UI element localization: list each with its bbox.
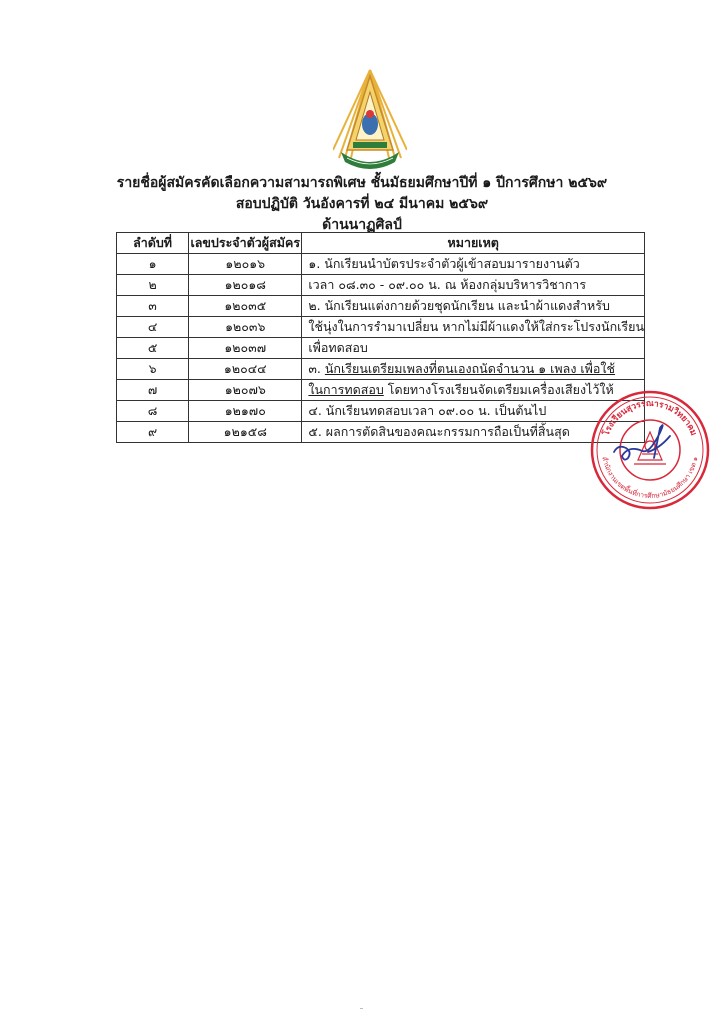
applicant-id-cell: ๑๒๑๗๐ xyxy=(189,401,302,422)
table-row xyxy=(117,338,645,359)
applicant-id-cell: ๑๒๐๑๘ xyxy=(189,275,302,296)
table-header-row xyxy=(117,233,645,254)
remark-suffix: โดยทางโรงเรียนจัดเตรียมเครื่องเสียงไว้ให้ xyxy=(383,382,614,397)
stamp-bottom-text: สำนักงานเขตพื้นที่การศึกษามัธยมศึกษา เขต ๑ xyxy=(600,455,700,501)
applicant-id-cell: ๑๒๐๗๖ xyxy=(189,380,302,401)
order-cell: ๔ xyxy=(117,317,189,338)
table-row xyxy=(117,380,645,401)
table-row xyxy=(117,275,645,296)
remark-cell: ๕. ผลการตัดสินของคณะกรรมการถือเป็นที่สิ้นสุด xyxy=(302,422,645,443)
exam-category: ด้านนาฏศิลป์ xyxy=(322,217,402,233)
page-mark xyxy=(360,1008,363,1009)
remark-underlined: นักเรียนเตรียมเพลงที่ตนเองถนัดจำนวน ๑ เพลง เพื่อใช้ xyxy=(324,361,616,376)
order-cell: ๘ xyxy=(117,401,189,422)
applicant-table xyxy=(116,232,645,443)
remark-cell xyxy=(302,359,645,380)
order-cell: ๑ xyxy=(117,254,189,275)
order-cell: ๖ xyxy=(117,359,189,380)
document-title: รายชื่อผู้สมัครคัดเลือกความสามารถพิเศษ ชั้นมัธยมศึกษาปีที่ ๑ ปีการศึกษา ๒๕๖๙ xyxy=(116,175,608,191)
applicant-id-cell: ๑๒๐๓๗ xyxy=(189,338,302,359)
table-row xyxy=(117,317,645,338)
order-cell: ๗ xyxy=(117,380,189,401)
applicant-id-cell: ๑๒๐๓๕ xyxy=(189,296,302,317)
header-order: ลำดับที่ xyxy=(117,233,189,254)
applicant-id-cell: ๑๒๑๕๘ xyxy=(189,422,302,443)
remark-cell: เวลา ๐๘.๓๐ - ๐๙.๐๐ น. ณ ห้องกลุ่มบริหารวิชาการ xyxy=(302,275,645,296)
order-cell: ๓ xyxy=(117,296,189,317)
remark-cell: ๒. นักเรียนแต่งกายด้วยชุดนักเรียน และนำผ้าแดงสำหรับ xyxy=(302,296,645,317)
applicant-id-cell: ๑๒๐๔๔ xyxy=(189,359,302,380)
order-cell: ๙ xyxy=(117,422,189,443)
applicant-id-cell: ๑๒๐๑๖ xyxy=(189,254,302,275)
remark-cell: ๔. นักเรียนทดสอบเวลา ๐๙.๐๐ น. เป็นต้นไป xyxy=(302,401,645,422)
order-cell: ๕ xyxy=(117,338,189,359)
svg-text:สำนักงานเขตพื้นที่การศึกษามัธย xyxy=(600,456,699,500)
table-row xyxy=(117,254,645,275)
remark-cell: เพื่อทดสอบ xyxy=(302,338,645,359)
exam-date: สอบปฏิบัติ วันอังคารที่ ๒๔ มีนาคม ๒๕๖๙ xyxy=(235,196,489,212)
stamp-top-text: โรงเรียนสุวรรณารามวิทยาคม xyxy=(601,398,699,438)
table-row xyxy=(117,296,645,317)
header-applicant-id: เลขประจำตัวผู้สมัคร xyxy=(189,233,302,254)
remark-prefix: ๓. xyxy=(308,361,325,376)
remark-cell: ใช้นุ่งในการรำมาเปลี่ยน หากไม่มีผ้าแดงให้ใส่กระโปรงนักเรียน xyxy=(302,317,645,338)
remark-cell: ๑. นักเรียนนำบัตรประจำตัวผู้เข้าสอบมารายงานตัว xyxy=(302,254,645,275)
remark-underlined: ในการทดสอบ xyxy=(308,382,384,397)
header-remarks: หมายเหตุ xyxy=(302,233,645,254)
school-stamp-icon xyxy=(588,388,712,512)
table-row xyxy=(117,359,645,380)
table-row xyxy=(117,401,645,422)
school-emblem-icon xyxy=(333,66,407,172)
table-row xyxy=(117,422,645,443)
order-cell: ๒ xyxy=(117,275,189,296)
applicant-id-cell: ๑๒๐๓๖ xyxy=(189,317,302,338)
